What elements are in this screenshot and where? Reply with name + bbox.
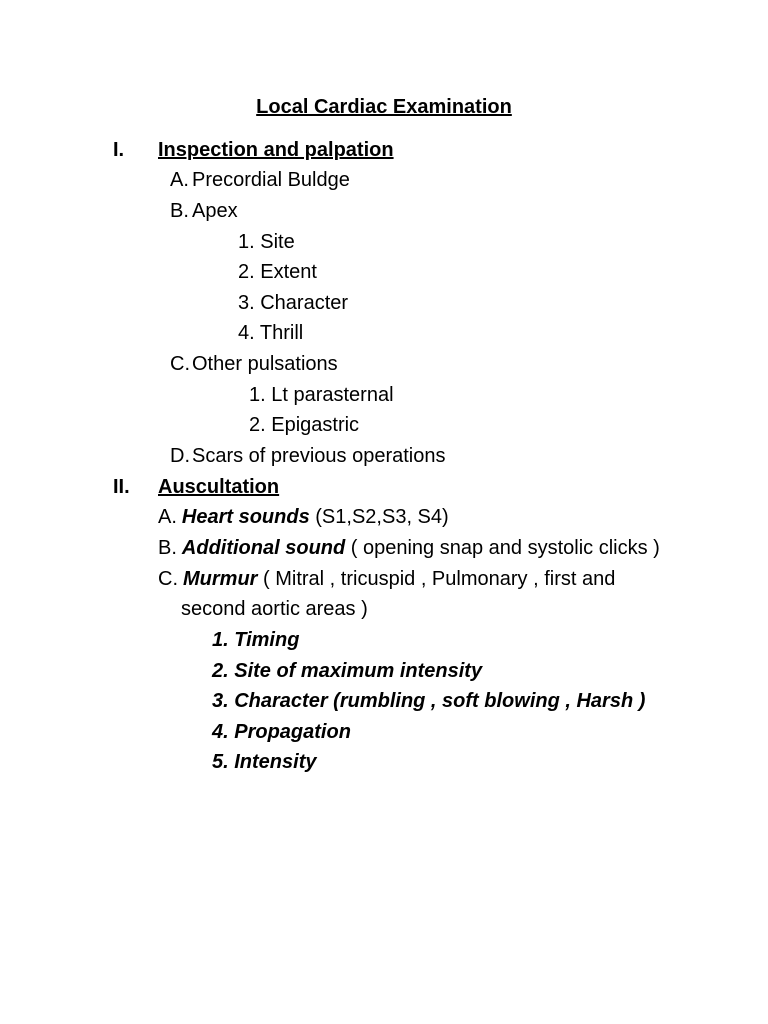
section-1-numeral: I. (113, 139, 125, 161)
item-1d-letter: D. (170, 445, 190, 467)
section-2-heading: Auscultation (158, 476, 280, 498)
item-1c-text: Other pulsations (192, 353, 338, 375)
section-1-heading: Inspection and palpation (158, 139, 394, 161)
item-2c-term: Murmur (183, 568, 258, 590)
pulsation-sub-item-epigastric: 2. Epigastric (249, 414, 360, 436)
apex-sub-item-extent: 2. Extent (238, 261, 317, 283)
murmur-sub-item-propagation: 4. Propagation (212, 721, 351, 743)
item-2c-letter: C. (158, 568, 178, 590)
item-2a (158, 505, 449, 529)
item-1b-letter: B. (170, 200, 189, 222)
item-2a-detail: (S1,S2,S3, S4) (309, 506, 449, 528)
section-2-numeral: II. (113, 476, 130, 498)
pulsation-sub-item-lt-parasternal: 1. Lt parasternal (249, 384, 394, 406)
item-2c-continuation: second aortic areas ) (181, 598, 368, 620)
item-2c (158, 567, 615, 591)
item-2a-letter: A. (158, 506, 177, 528)
item-2b-detail: ( opening snap and systolic clicks ) (345, 537, 660, 559)
item-1c-letter: C. (170, 353, 190, 375)
item-2c-detail: ( Mitral , tricuspid , Pulmonary , first and (257, 568, 616, 590)
item-2a-term: Heart sounds (181, 506, 310, 528)
item-1d-text: Scars of previous operations (192, 445, 446, 467)
item-2b-letter: B. (158, 537, 177, 559)
item-2b (158, 536, 660, 560)
apex-sub-item-thrill: 4. Thrill (238, 322, 304, 344)
murmur-sub-item-character: 3. Character (rumbling , soft blowing , Harsh ) (212, 690, 646, 712)
document-title: Local Cardiac Examination (256, 96, 512, 118)
murmur-sub-item-timing: 1. Timing (212, 629, 300, 651)
item-1a-letter: A. (170, 169, 189, 191)
apex-sub-item-character: 3. Character (238, 292, 349, 314)
murmur-sub-item-site: 2. Site of maximum intensity (212, 660, 483, 682)
item-1a-text: Precordial Buldge (192, 169, 350, 191)
apex-sub-item-site: 1. Site (238, 231, 295, 253)
murmur-sub-item-intensity: 5. Intensity (212, 751, 317, 773)
item-2b-term: Additional sound (181, 537, 346, 559)
item-1b-text: Apex (192, 200, 238, 222)
